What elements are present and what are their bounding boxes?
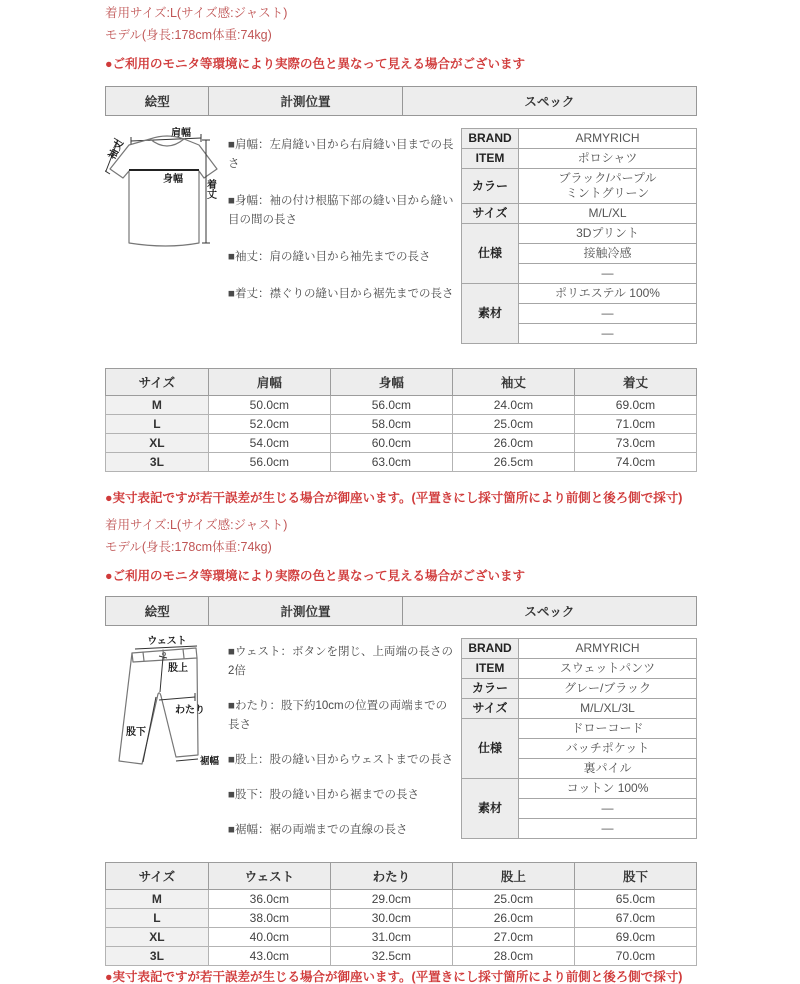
measurement-cell: 60.0cm	[330, 434, 452, 453]
spec-row-item	[462, 149, 697, 169]
legend-header-table	[105, 86, 697, 116]
material-label: 素材	[462, 779, 519, 839]
measure-item: ■ウェスト：ボタンを閉じ、上両端の長さの2倍	[228, 646, 453, 677]
pants-spec-col	[461, 634, 697, 839]
chest-width-label: 身幅	[163, 174, 183, 185]
monitor-notice: ●ご利用のモニタ等環境により実際の色と異なって見える場合がございます	[105, 57, 526, 71]
measurement-cell: 70.0cm	[574, 947, 696, 966]
accuracy-notice: ●実寸表記ですが若干誤差が生じる場合が御座います。(平置きにし採寸箇所により前側と後ろ側で採寸)	[105, 970, 683, 984]
measurement-cell: 65.0cm	[574, 890, 696, 909]
shoulder-width-label: 肩幅	[171, 128, 191, 139]
measurement-cell: 56.0cm	[330, 396, 452, 415]
measurement-cell: 52.0cm	[208, 415, 330, 434]
feature-value: —	[519, 264, 697, 284]
measurement-cell: 43.0cm	[208, 947, 330, 966]
size-name-cell: 3L	[106, 947, 209, 966]
spec-row-material	[462, 284, 697, 304]
table-row	[106, 928, 697, 947]
feature-value: ドローコード	[519, 719, 697, 739]
legend-drawing-header: 絵型	[106, 597, 209, 626]
spec-row-brand	[462, 129, 697, 149]
measurement-cell: 29.0cm	[330, 890, 452, 909]
item-label: ITEM	[462, 149, 519, 169]
legend-header-row	[106, 87, 697, 116]
size-name-cell: XL	[106, 928, 209, 947]
measurement-cell: 32.5cm	[330, 947, 452, 966]
table-row	[106, 434, 697, 453]
feature-value: 3Dプリント	[519, 224, 697, 244]
brand-value: ARMYRICH	[519, 639, 697, 659]
measure-item: ■袖丈：肩の縫い目から袖先までの長さ	[228, 251, 431, 263]
accuracy-notice: ●実寸表記ですが若干誤差が生じる場合が御座います。(平置きにし採寸箇所により前側と後ろ側で採寸)	[105, 491, 683, 505]
spec-row-item	[462, 659, 697, 679]
size-col-header: わたり	[330, 863, 452, 890]
measurement-cell: 27.0cm	[452, 928, 574, 947]
size-col-header: サイズ	[106, 863, 209, 890]
pants-size-table	[105, 862, 697, 966]
size-value: M/L/XL	[519, 204, 697, 224]
color-label: カラー	[462, 169, 519, 204]
monitor-notice: ●ご利用のモニタ等環境により実際の色と異なって見える場合がございます	[105, 569, 526, 583]
measurement-cell: 63.0cm	[330, 453, 452, 472]
sleeve-length-label: 袖丈	[106, 138, 127, 162]
measure-item: ■股上：股の縫い目からウェストまでの長さ	[228, 754, 453, 766]
color-line: ブラック/パープル	[558, 171, 657, 185]
color-value	[519, 169, 697, 204]
material-label: 素材	[462, 284, 519, 344]
color-line: ミントグリーン	[565, 186, 650, 200]
measurement-cell: 71.0cm	[574, 415, 696, 434]
legend-position-header: 計測位置	[209, 87, 402, 116]
material-value: コットン 100%	[519, 779, 697, 799]
measure-item: ■わたり：股下約10cmの位置の両端までの長さ	[228, 700, 448, 731]
size-value: M/L/XL/3L	[519, 699, 697, 719]
size-name-cell: 3L	[106, 453, 209, 472]
item-value: ポロシャツ	[519, 149, 697, 169]
measurement-cell: 38.0cm	[208, 909, 330, 928]
item-value: スウェットパンツ	[519, 659, 697, 679]
material-value: —	[519, 819, 697, 839]
item-label: ITEM	[462, 659, 519, 679]
table-row	[106, 909, 697, 928]
measurement-cell: 26.5cm	[452, 453, 574, 472]
measurement-cell: 26.0cm	[452, 434, 574, 453]
spec-row-feature	[462, 224, 697, 244]
brand-label: BRAND	[462, 639, 519, 659]
measurement-cell: 36.0cm	[208, 890, 330, 909]
pants-measure-descriptions	[227, 634, 461, 856]
inseam-label: 股下	[126, 727, 146, 738]
measurement-cell: 67.0cm	[574, 909, 696, 928]
tshirt-diagram	[105, 127, 227, 267]
material-value: —	[519, 304, 697, 324]
shirt-size-table	[105, 368, 697, 472]
measurement-cell: 69.0cm	[574, 928, 696, 947]
thigh-label: わたり	[175, 705, 205, 716]
legend-header-row	[106, 597, 697, 626]
measure-item: ■裾幅：裾の両端までの直線の長さ	[228, 824, 408, 836]
feature-label: 仕様	[462, 719, 519, 779]
measurement-cell: 69.0cm	[574, 396, 696, 415]
feature-value: 接触冷感	[519, 244, 697, 264]
wear-size-text: 着用サイズ:L(サイズ感:ジャスト)	[105, 6, 288, 20]
spec-row-size	[462, 699, 697, 719]
measurement-cell: 73.0cm	[574, 434, 696, 453]
measurement-cell: 74.0cm	[574, 453, 696, 472]
size-col-header: 身幅	[330, 369, 452, 396]
shirt-measure-descriptions	[227, 127, 461, 322]
rise-label: 股上	[168, 663, 188, 674]
wear-size-text: 着用サイズ:L(サイズ感:ジャスト)	[105, 518, 288, 532]
legend-spec-header: スペック	[402, 87, 696, 116]
pants-diagram	[105, 634, 227, 782]
legend-drawing-header: 絵型	[106, 87, 209, 116]
brand-label: BRAND	[462, 129, 519, 149]
size-col-header: 袖丈	[452, 369, 574, 396]
size-label: サイズ	[462, 204, 519, 224]
measurement-cell: 26.0cm	[452, 909, 574, 928]
size-name-cell: M	[106, 890, 209, 909]
shirt-content-row	[105, 127, 697, 344]
color-value: グレー/ブラック	[519, 679, 697, 699]
measure-item: ■着丈：襟ぐりの縫い目から裾先までの長さ	[228, 288, 454, 300]
measurement-cell: 58.0cm	[330, 415, 452, 434]
measurement-cell: 56.0cm	[208, 453, 330, 472]
spec-row-feature	[462, 719, 697, 739]
pants-diagram-col	[105, 634, 227, 787]
measurement-cell: 24.0cm	[452, 396, 574, 415]
measure-item: ■股下：股の縫い目から裾までの長さ	[228, 789, 419, 801]
shirt-spec-table	[461, 128, 697, 344]
feature-value: バッチポケット	[519, 739, 697, 759]
size-col-header: サイズ	[106, 369, 209, 396]
size-table-header-row	[106, 863, 697, 890]
waist-label: ウェスト	[147, 636, 187, 647]
size-name-cell: M	[106, 396, 209, 415]
spec-row-color	[462, 169, 697, 204]
measurement-cell: 31.0cm	[330, 928, 452, 947]
measurement-cell: 25.0cm	[452, 415, 574, 434]
size-name-cell: L	[106, 415, 209, 434]
measure-item: ■肩幅：左肩縫い目から右肩縫い目までの長さ	[228, 139, 454, 170]
legend-position-header: 計測位置	[209, 597, 402, 626]
measurement-cell: 40.0cm	[208, 928, 330, 947]
shirt-spec-col	[461, 127, 697, 344]
size-col-header: ウェスト	[208, 863, 330, 890]
table-row	[106, 396, 697, 415]
table-row	[106, 947, 697, 966]
brand-value: ARMYRICH	[519, 129, 697, 149]
measurement-cell: 25.0cm	[452, 890, 574, 909]
spec-row-size	[462, 204, 697, 224]
spec-row-material	[462, 779, 697, 799]
table-row	[106, 890, 697, 909]
model-spec-text: モデル(身長:178cm体重:74kg)	[105, 540, 272, 554]
measurement-cell: 30.0cm	[330, 909, 452, 928]
measurement-cell: 28.0cm	[452, 947, 574, 966]
material-value: —	[519, 799, 697, 819]
size-name-cell: XL	[106, 434, 209, 453]
table-row	[106, 453, 697, 472]
size-name-cell: L	[106, 909, 209, 928]
size-table-header-row	[106, 369, 697, 396]
size-label: サイズ	[462, 699, 519, 719]
measure-item: ■身幅：袖の付け根脇下部の縫い目から縫い目の間の長さ	[228, 195, 454, 226]
measurement-cell: 50.0cm	[208, 396, 330, 415]
material-value: —	[519, 324, 697, 344]
spec-row-color	[462, 679, 697, 699]
material-value: ポリエステル 100%	[519, 284, 697, 304]
model-spec-text: モデル(身長:178cm体重:74kg)	[105, 28, 272, 42]
legend-header-table	[105, 596, 697, 626]
shirt-diagram-col	[105, 127, 227, 272]
size-col-header: 着丈	[574, 369, 696, 396]
pants-spec-table	[461, 638, 697, 839]
color-label: カラー	[462, 679, 519, 699]
feature-value: 裏パイル	[519, 759, 697, 779]
measurement-cell: 54.0cm	[208, 434, 330, 453]
size-col-header: 股下	[574, 863, 696, 890]
size-col-header: 股上	[452, 863, 574, 890]
pants-content-row	[105, 634, 697, 856]
hem-width-label: 裾幅	[200, 756, 220, 767]
body-length-label: 着丈	[204, 179, 216, 199]
table-row	[106, 415, 697, 434]
legend-spec-header: スペック	[402, 597, 696, 626]
size-col-header: 肩幅	[208, 369, 330, 396]
spec-row-brand	[462, 639, 697, 659]
feature-label: 仕様	[462, 224, 519, 284]
